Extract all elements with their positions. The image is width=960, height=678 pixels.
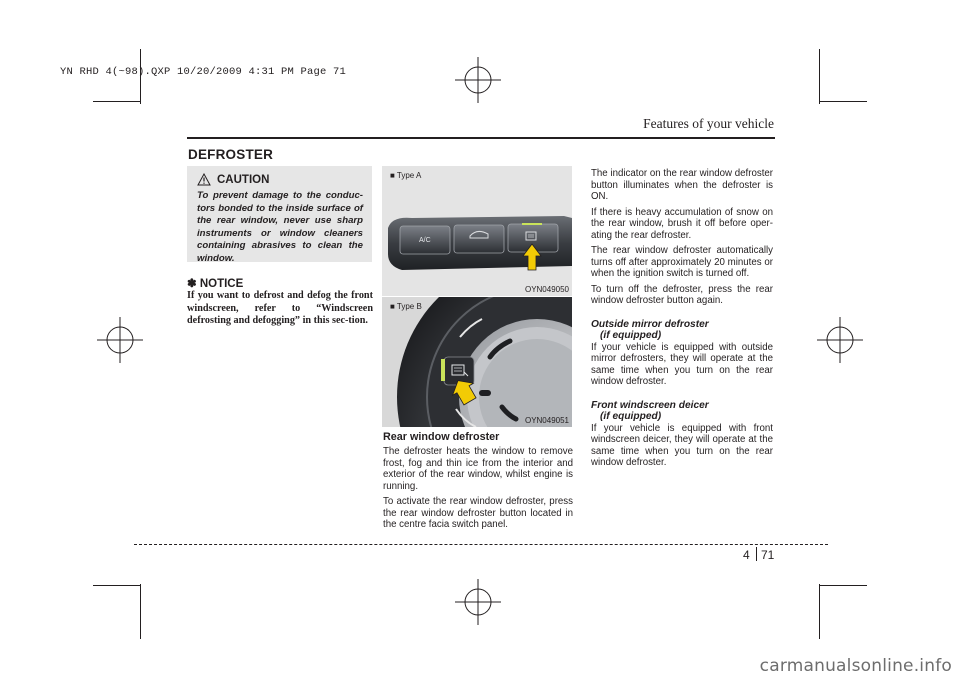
figure-label: ■ Type A xyxy=(390,171,422,180)
figure-code: OYN049050 xyxy=(524,285,569,294)
figure-label: ■ Type B xyxy=(390,302,422,311)
deicer-subheading: (if equipped) xyxy=(600,411,662,422)
registration-mark-icon xyxy=(455,57,501,103)
figure-code: OYN049051 xyxy=(524,416,569,425)
crop-mark xyxy=(93,585,141,586)
rear-defroster-heading: Rear window defroster xyxy=(383,431,500,443)
footer-rule xyxy=(134,544,828,545)
registration-mark-icon xyxy=(817,317,863,363)
body-paragraph: The indicator on the rear window defroster button illuminates when the defroster is ON. xyxy=(591,168,773,202)
page-number-divider xyxy=(756,547,757,561)
rear-defroster-paragraph: The defroster heats the window to remove frost, fog and thin ice from the interior and exterior of the rear window, whilst engine is running. xyxy=(383,446,573,492)
figure-type-a xyxy=(382,166,572,296)
figure-type-b xyxy=(382,297,572,427)
crop-mark xyxy=(819,584,820,639)
page-number: 71 xyxy=(761,548,775,562)
rear-defroster-section xyxy=(383,431,573,535)
header-rule xyxy=(187,137,775,139)
mirror-defroster-text: If your vehicle is equipped with outside mirror defrosters, they will operate at the same time when you turn on the rear window defroster. xyxy=(591,341,773,387)
running-head: Features of your vehicle xyxy=(643,116,774,131)
crop-mark xyxy=(819,49,820,104)
crop-mark xyxy=(93,101,141,102)
registration-mark-icon xyxy=(455,579,501,625)
rear-defroster-paragraph: To activate the rear window defroster, press the rear window defroster button located in the centre facia switch panel. xyxy=(383,496,573,530)
switch-panel-illustration xyxy=(382,166,572,296)
caution-title: CAUTION xyxy=(217,174,270,186)
watermark: carmanualsonline.info xyxy=(759,656,952,676)
notice-title: ✽ NOTICE xyxy=(187,278,244,290)
body-paragraph: To turn off the defroster, press the rear window defroster button again. xyxy=(591,283,773,306)
crop-mark xyxy=(819,101,867,102)
crop-mark xyxy=(140,584,141,639)
deicer-text: If your vehicle is equipped with front windscreen deicer, they will operate at the same time when you turn on the rear window defroster. xyxy=(591,422,773,468)
chapter-number: 4 xyxy=(743,548,750,562)
mirror-defroster-heading: Outside mirror defroster xyxy=(591,318,709,330)
warning-triangle-icon xyxy=(197,173,211,186)
mirror-defroster-subheading: (if equipped) xyxy=(600,330,662,341)
column-three xyxy=(591,168,773,473)
deicer-heading: Front windscreen deicer xyxy=(591,399,709,411)
body-paragraph: If there is heavy accumulation of snow on the rear window, brush it off before oper-ating the rear defroster. xyxy=(591,206,773,241)
body-paragraph: The rear window defroster automatically turns off after approximately 20 minutes or when the ignition switch is turned off. xyxy=(591,245,773,279)
climate-dial-illustration xyxy=(382,297,572,427)
registration-mark-icon xyxy=(97,317,143,363)
notice-text: If you want to defrost and defog the front windscreen, refer to “Windscreen defrosting and defogging” in this sec-tion. xyxy=(187,290,373,326)
caution-text: To prevent damage to the conduc-tors bonded to the inside surface of the rear window, never use sharp instruments or window cleaners containing abrasives to clean the window. xyxy=(197,190,363,264)
crop-mark xyxy=(819,585,867,586)
slug-line: YN RHD 4(~98).QXP 10/20/2009 4:31 PM Page 71 xyxy=(60,66,347,78)
ac-button-label: A/C xyxy=(419,237,431,244)
caution-box xyxy=(187,166,372,262)
section-title: DEFROSTER xyxy=(188,147,274,162)
